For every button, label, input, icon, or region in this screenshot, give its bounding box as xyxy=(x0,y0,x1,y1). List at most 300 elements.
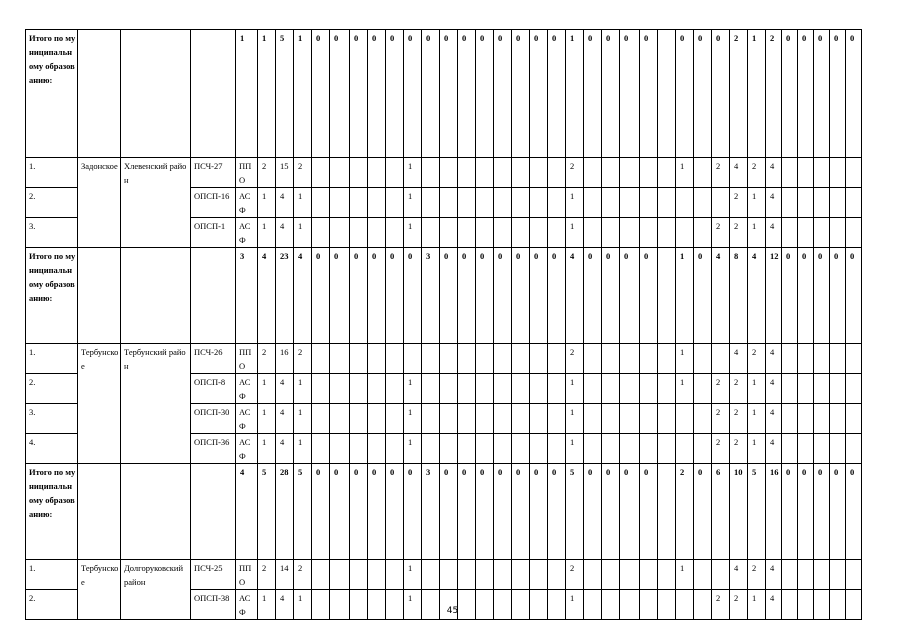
value-cell xyxy=(830,434,846,464)
value-cell: 10 xyxy=(730,464,748,560)
value-cell: 0 xyxy=(548,464,566,560)
value-cell xyxy=(658,30,676,158)
value-cell xyxy=(602,158,620,188)
value-cell xyxy=(620,404,640,434)
value-cell xyxy=(782,434,798,464)
value-cell: 5 xyxy=(748,464,766,560)
value-cell: 0 xyxy=(846,30,862,158)
value-cell: 0 xyxy=(846,464,862,560)
value-cell: 0 xyxy=(548,30,566,158)
value-cell xyxy=(620,158,640,188)
value-cell: 1 xyxy=(566,374,584,404)
value-cell: 0 xyxy=(830,30,846,158)
value-cell: 0 xyxy=(350,248,368,344)
value-cell xyxy=(494,158,512,188)
value-cell: 1 xyxy=(294,188,312,218)
value-cell: 0 xyxy=(312,248,330,344)
value-cell: 1 xyxy=(748,188,766,218)
value-cell xyxy=(350,188,368,218)
value-cell xyxy=(694,344,712,374)
value-cell xyxy=(312,404,330,434)
value-cell xyxy=(458,158,476,188)
value-cell: 2 xyxy=(730,188,748,218)
value-cell xyxy=(620,434,640,464)
value-cell: 0 xyxy=(404,464,422,560)
value-cell xyxy=(458,560,476,590)
value-cell xyxy=(676,188,694,218)
value-cell: 2 xyxy=(730,434,748,464)
value-cell: 4 xyxy=(236,464,258,560)
value-cell xyxy=(494,188,512,218)
value-cell xyxy=(602,188,620,218)
value-cell xyxy=(658,218,676,248)
value-cell: 2 xyxy=(730,374,748,404)
value-cell xyxy=(458,218,476,248)
value-cell xyxy=(830,218,846,248)
value-cell xyxy=(440,404,458,434)
unit-name: ОПСП-8 xyxy=(191,374,236,404)
value-cell xyxy=(368,434,386,464)
value-cell xyxy=(798,374,814,404)
value-cell xyxy=(548,404,566,434)
value-cell: 3 xyxy=(236,248,258,344)
value-cell: 0 xyxy=(458,248,476,344)
value-cell: 0 xyxy=(440,464,458,560)
value-cell: 16 xyxy=(766,464,782,560)
value-cell: 0 xyxy=(584,464,602,560)
empty-cell xyxy=(78,248,121,344)
value-cell xyxy=(386,218,404,248)
value-cell xyxy=(440,188,458,218)
unit-type: АСФ xyxy=(236,374,258,404)
row-number: 3. xyxy=(26,218,78,248)
value-cell xyxy=(584,218,602,248)
value-cell: 0 xyxy=(386,464,404,560)
value-cell xyxy=(312,434,330,464)
value-cell xyxy=(422,560,440,590)
value-cell xyxy=(782,218,798,248)
value-cell xyxy=(530,344,548,374)
value-cell: 0 xyxy=(782,248,798,344)
value-cell: 0 xyxy=(404,30,422,158)
value-cell xyxy=(782,188,798,218)
value-cell: 4 xyxy=(276,590,294,620)
value-cell xyxy=(798,560,814,590)
value-cell: 1 xyxy=(404,434,422,464)
value-cell xyxy=(798,344,814,374)
value-cell xyxy=(440,560,458,590)
value-cell: 0 xyxy=(368,464,386,560)
value-cell xyxy=(458,404,476,434)
value-cell xyxy=(694,188,712,218)
value-cell xyxy=(440,344,458,374)
value-cell xyxy=(814,188,830,218)
value-cell: 2 xyxy=(258,158,276,188)
value-cell: 2 xyxy=(712,158,730,188)
value-cell xyxy=(846,158,862,188)
value-cell xyxy=(798,188,814,218)
value-cell xyxy=(846,344,862,374)
value-cell: 3 xyxy=(422,464,440,560)
value-cell: 28 xyxy=(276,464,294,560)
row-number: 2. xyxy=(26,374,78,404)
empty-cell xyxy=(121,30,191,158)
value-cell: 0 xyxy=(694,248,712,344)
value-cell xyxy=(620,218,640,248)
value-cell: 1 xyxy=(404,560,422,590)
value-cell xyxy=(830,188,846,218)
value-cell xyxy=(694,560,712,590)
value-cell: 0 xyxy=(602,464,620,560)
value-cell xyxy=(548,434,566,464)
value-cell xyxy=(584,434,602,464)
value-cell xyxy=(512,344,530,374)
value-cell xyxy=(846,374,862,404)
value-cell xyxy=(494,404,512,434)
value-cell xyxy=(350,560,368,590)
value-cell xyxy=(548,218,566,248)
value-cell xyxy=(312,344,330,374)
value-cell: 1 xyxy=(404,404,422,434)
value-cell xyxy=(782,374,798,404)
total-row xyxy=(26,30,862,158)
value-cell: 1 xyxy=(404,188,422,218)
empty-cell xyxy=(78,464,121,560)
value-cell xyxy=(712,188,730,218)
value-cell: 4 xyxy=(766,344,782,374)
value-cell xyxy=(658,188,676,218)
value-cell xyxy=(440,218,458,248)
value-cell: 1 xyxy=(258,590,276,620)
value-cell xyxy=(530,434,548,464)
district-name: Хлевенский район xyxy=(121,158,191,248)
value-cell xyxy=(458,344,476,374)
value-cell xyxy=(312,218,330,248)
value-cell: 1 xyxy=(404,218,422,248)
value-cell xyxy=(814,560,830,590)
value-cell xyxy=(602,404,620,434)
value-cell: 5 xyxy=(566,464,584,560)
value-cell xyxy=(386,344,404,374)
value-cell xyxy=(368,344,386,374)
value-cell: 0 xyxy=(814,30,830,158)
value-cell: 0 xyxy=(476,464,494,560)
value-cell: 4 xyxy=(730,158,748,188)
value-cell xyxy=(330,434,350,464)
value-cell xyxy=(658,344,676,374)
value-cell xyxy=(846,218,862,248)
district-name: Долгоруковский район xyxy=(121,560,191,620)
value-cell: 0 xyxy=(548,248,566,344)
value-cell xyxy=(584,374,602,404)
value-cell: 0 xyxy=(782,30,798,158)
value-cell: 0 xyxy=(404,248,422,344)
row-number: 1. xyxy=(26,344,78,374)
value-cell xyxy=(548,344,566,374)
value-cell: 1 xyxy=(404,590,422,620)
value-cell: 1 xyxy=(294,30,312,158)
value-cell xyxy=(640,434,658,464)
value-cell xyxy=(814,374,830,404)
value-cell xyxy=(548,560,566,590)
value-cell xyxy=(658,158,676,188)
value-cell: 0 xyxy=(476,248,494,344)
value-cell: 5 xyxy=(258,464,276,560)
value-cell xyxy=(782,404,798,434)
value-cell xyxy=(494,374,512,404)
value-cell: 0 xyxy=(386,248,404,344)
value-cell xyxy=(846,188,862,218)
value-cell xyxy=(620,188,640,218)
value-cell xyxy=(422,404,440,434)
value-cell: 0 xyxy=(584,248,602,344)
empty-cell xyxy=(191,248,236,344)
value-cell: 4 xyxy=(276,374,294,404)
value-cell: 4 xyxy=(766,158,782,188)
value-cell xyxy=(658,464,676,560)
value-cell xyxy=(386,404,404,434)
unit-type: ППО xyxy=(236,158,258,188)
value-cell: 4 xyxy=(566,248,584,344)
value-cell xyxy=(494,344,512,374)
value-cell xyxy=(386,158,404,188)
value-cell: 12 xyxy=(766,248,782,344)
value-cell: 8 xyxy=(730,248,748,344)
value-cell xyxy=(694,158,712,188)
value-cell: 2 xyxy=(294,560,312,590)
empty-cell xyxy=(78,30,121,158)
value-cell xyxy=(368,218,386,248)
total-row xyxy=(26,464,862,560)
value-cell xyxy=(814,158,830,188)
value-cell: 1 xyxy=(676,248,694,344)
value-cell xyxy=(312,560,330,590)
value-cell xyxy=(312,158,330,188)
value-cell xyxy=(512,374,530,404)
value-cell: 1 xyxy=(676,374,694,404)
value-cell: 2 xyxy=(766,30,782,158)
page-number: 45 xyxy=(446,606,459,616)
row-number: 2. xyxy=(26,188,78,218)
value-cell xyxy=(422,434,440,464)
value-cell xyxy=(330,218,350,248)
value-cell xyxy=(694,374,712,404)
value-cell: 0 xyxy=(476,30,494,158)
value-cell: 2 xyxy=(712,434,730,464)
value-cell: 0 xyxy=(694,30,712,158)
value-cell xyxy=(350,404,368,434)
value-cell: 1 xyxy=(676,344,694,374)
value-cell: 0 xyxy=(512,30,530,158)
value-cell: 1 xyxy=(566,30,584,158)
value-cell: 2 xyxy=(712,374,730,404)
value-cell xyxy=(422,188,440,218)
row-number: 1. xyxy=(26,560,78,590)
value-cell xyxy=(814,344,830,374)
value-cell xyxy=(658,374,676,404)
value-cell xyxy=(830,404,846,434)
unit-name: ОПСП-38 xyxy=(191,590,236,620)
value-cell xyxy=(694,218,712,248)
value-cell: 4 xyxy=(766,404,782,434)
value-cell: 0 xyxy=(640,30,658,158)
value-cell xyxy=(830,158,846,188)
value-cell xyxy=(350,434,368,464)
unit-name: ПСЧ-27 xyxy=(191,158,236,188)
empty-cell xyxy=(191,30,236,158)
value-cell xyxy=(640,218,658,248)
value-cell: 0 xyxy=(386,30,404,158)
value-cell xyxy=(386,188,404,218)
total-row xyxy=(26,248,862,344)
value-cell: 4 xyxy=(766,590,782,620)
value-cell xyxy=(512,434,530,464)
value-cell: 2 xyxy=(748,560,766,590)
value-cell: 0 xyxy=(814,464,830,560)
value-cell: 16 xyxy=(276,344,294,374)
value-cell xyxy=(494,434,512,464)
value-cell: 5 xyxy=(294,464,312,560)
value-cell xyxy=(640,560,658,590)
value-cell xyxy=(330,188,350,218)
value-cell xyxy=(830,344,846,374)
value-cell: 0 xyxy=(494,248,512,344)
value-cell xyxy=(602,344,620,374)
row-number: 4. xyxy=(26,434,78,464)
value-cell xyxy=(350,344,368,374)
value-cell xyxy=(386,434,404,464)
value-cell xyxy=(350,374,368,404)
value-cell xyxy=(512,404,530,434)
value-cell xyxy=(476,344,494,374)
value-cell xyxy=(548,374,566,404)
value-cell: 1 xyxy=(748,590,766,620)
value-cell: 2 xyxy=(730,218,748,248)
value-cell xyxy=(620,560,640,590)
value-cell: 2 xyxy=(712,218,730,248)
value-cell: 4 xyxy=(766,374,782,404)
value-cell xyxy=(476,560,494,590)
value-cell: 1 xyxy=(258,218,276,248)
value-cell xyxy=(494,560,512,590)
value-cell xyxy=(676,434,694,464)
value-cell: 0 xyxy=(602,30,620,158)
value-cell: 0 xyxy=(350,464,368,560)
value-cell xyxy=(440,374,458,404)
value-cell xyxy=(814,404,830,434)
row-number: 2. xyxy=(26,590,78,620)
value-cell: 2 xyxy=(730,404,748,434)
value-cell: 0 xyxy=(798,30,814,158)
value-cell: 2 xyxy=(748,158,766,188)
value-cell xyxy=(830,374,846,404)
value-cell: 2 xyxy=(258,344,276,374)
value-cell xyxy=(640,158,658,188)
value-cell xyxy=(312,188,330,218)
value-cell xyxy=(440,434,458,464)
value-cell xyxy=(512,158,530,188)
value-cell xyxy=(640,374,658,404)
value-cell xyxy=(798,158,814,188)
row-number: 1. xyxy=(26,158,78,188)
table-row xyxy=(26,560,862,590)
value-cell xyxy=(658,248,676,344)
value-cell: 1 xyxy=(676,560,694,590)
unit-type: АСФ xyxy=(236,188,258,218)
value-cell: 0 xyxy=(640,464,658,560)
value-cell xyxy=(530,560,548,590)
value-cell: 0 xyxy=(368,248,386,344)
value-cell: 2 xyxy=(748,344,766,374)
value-cell: 0 xyxy=(512,248,530,344)
value-cell: 0 xyxy=(458,464,476,560)
value-cell xyxy=(458,434,476,464)
value-cell xyxy=(476,374,494,404)
value-cell xyxy=(368,188,386,218)
value-cell xyxy=(798,404,814,434)
value-cell: 0 xyxy=(512,464,530,560)
value-cell xyxy=(830,560,846,590)
value-cell: 4 xyxy=(712,248,730,344)
value-cell xyxy=(712,560,730,590)
value-cell xyxy=(798,218,814,248)
settlement-name: Тербунское xyxy=(78,560,121,620)
value-cell: 4 xyxy=(276,188,294,218)
value-cell xyxy=(620,374,640,404)
unit-type: ППО xyxy=(236,344,258,374)
value-cell xyxy=(712,344,730,374)
value-cell xyxy=(386,374,404,404)
value-cell: 0 xyxy=(530,464,548,560)
value-cell xyxy=(846,404,862,434)
value-cell: 0 xyxy=(494,30,512,158)
value-cell: 1 xyxy=(566,188,584,218)
value-cell: 1 xyxy=(258,404,276,434)
unit-type: АСФ xyxy=(236,434,258,464)
value-cell: 3 xyxy=(422,248,440,344)
value-cell xyxy=(512,560,530,590)
value-cell: 2 xyxy=(566,344,584,374)
value-cell: 4 xyxy=(258,248,276,344)
value-cell: 4 xyxy=(276,434,294,464)
value-cell xyxy=(584,158,602,188)
table-row xyxy=(26,344,862,374)
value-cell: 0 xyxy=(782,464,798,560)
value-cell xyxy=(386,560,404,590)
value-cell xyxy=(368,158,386,188)
value-cell xyxy=(422,374,440,404)
value-cell: 1 xyxy=(748,434,766,464)
value-cell: 1 xyxy=(294,404,312,434)
value-cell xyxy=(422,344,440,374)
value-cell xyxy=(330,158,350,188)
value-cell: 4 xyxy=(276,218,294,248)
value-cell: 2 xyxy=(730,30,748,158)
value-cell xyxy=(512,218,530,248)
unit-type: АСФ xyxy=(236,218,258,248)
value-cell: 0 xyxy=(620,464,640,560)
value-cell: 0 xyxy=(330,464,350,560)
value-cell xyxy=(694,404,712,434)
row-number: 3. xyxy=(26,404,78,434)
value-cell xyxy=(312,374,330,404)
total-label: Итого по муниципальному образованию: xyxy=(26,30,78,158)
value-cell xyxy=(814,218,830,248)
value-cell: 1 xyxy=(748,218,766,248)
value-cell xyxy=(530,218,548,248)
value-cell xyxy=(676,404,694,434)
value-cell: 1 xyxy=(404,158,422,188)
